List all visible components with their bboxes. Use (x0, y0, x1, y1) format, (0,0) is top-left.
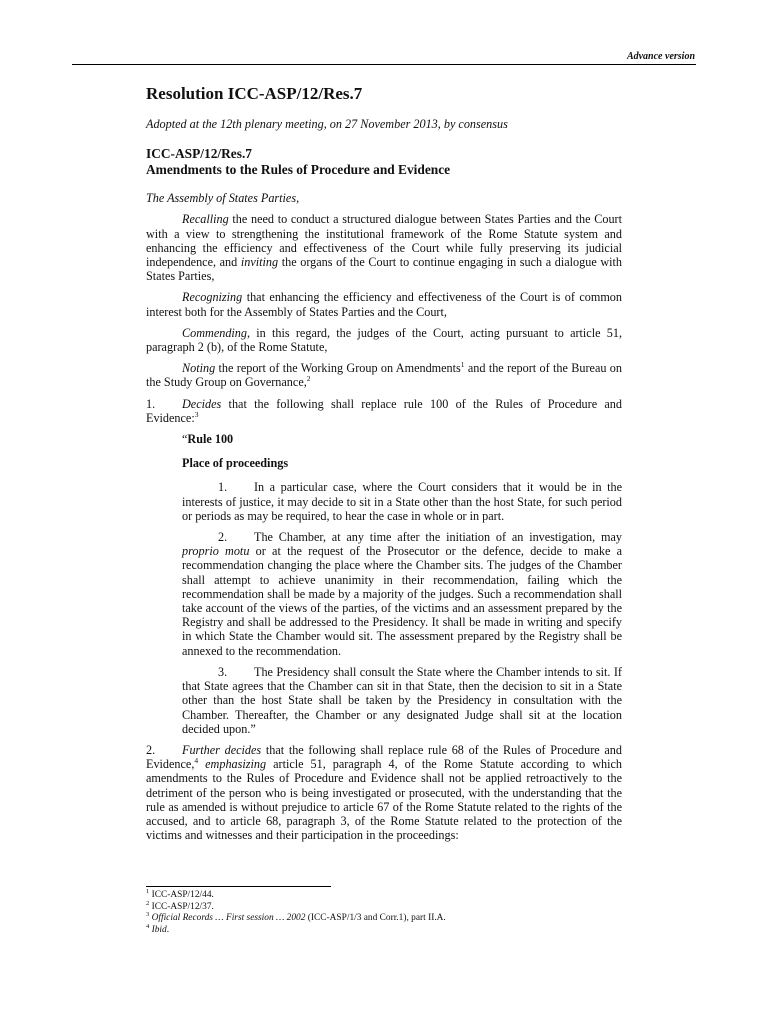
footnote-ref[interactable]: 2 (306, 374, 311, 384)
footnote-ref[interactable]: 3 (194, 409, 199, 419)
item-number: 2. (218, 530, 228, 545)
footnote: $^2$ ICC-ASP/12/37. (146, 899, 214, 912)
rule-item-2: 2. The Chamber, at any time after the initiation of an investigation, may proprio motu or at the request of the Prosecutor or the defence, decide to make a recommendation changing the place where the Chamber sits. The judges of the Chamber shall attempt to achieve unanimity in their recommendation, failing which the recommendation shall be made by a majority of the judges. Such a recommendation shall take account of the views of the parties, of the victims and an assessment prepared by the Registry and shall be addressed to the Presidency. It shall be made in writing and specify in which State the Chamber would sit. The assessment prepared by the Registry shall be annexed to the recommendation. (182, 530, 622, 658)
resolution-subtitle: Amendments to the Rules of Procedure and Evidence (146, 162, 451, 178)
preamble-commending: Commending, in this regard, the judges of the Court, acting pursuant to article 51, paragraph 2 (b), of the Rome Statute, (146, 325, 622, 355)
assembly-line: The Assembly of States Parties, (146, 191, 300, 206)
lead-term: Recalling (182, 212, 229, 227)
paragraph-number: 2. (146, 742, 156, 757)
lead-term: Decides (182, 396, 222, 411)
advance-version-label: Advance version (626, 51, 695, 62)
footnote: $^4$ Ibid. (146, 922, 170, 935)
document-body (146, 84, 622, 849)
footnote: $^1$ ICC-ASP/12/44. (146, 888, 214, 900)
paragraph-number: 1. (146, 396, 156, 411)
item-number: 3. (218, 664, 228, 679)
operative-paragraph-2: 2. Further decides that the following shall replace rule 68 of the Rules of Procedure and Evidence,$^4$ emphasizing article 51, paragraph 4, of the Rome Statute according to which amendments to the Rules of Procedure and Evidence shall not be applied retroactively to the detriment of the person who is being investigated or prosecuted, with the understanding that the rule as amended is without prejudice to article 67 of the Rome Statute related to the rights of the accused, and to article 68, paragraph 3, of the Rome Statute related to the protection of the victims and witnesses and their participation in the proceedings: (146, 742, 623, 843)
lead-term: Recognizing (182, 290, 243, 305)
preamble-recognizing: Recognizing that enhancing the efficiency and effectiveness of the Court is of common interest both for the Assembly of States Parties and the Court, (146, 290, 622, 319)
resolution-code: ICC-ASP/12/Res.7 (146, 146, 253, 162)
lead-term: Noting (182, 361, 216, 376)
rule-item-1: 1. In a particular case, where the Court considers that it would be in the interests of justice, it may decide to sit in a State other than the host State, for such period or periods as may be required, to hear the case in whole or in part. (182, 480, 622, 523)
footnote-ref[interactable]: 4 (194, 756, 199, 766)
header-divider (72, 64, 696, 65)
footnotes (146, 890, 622, 936)
adoption-note: Adopted at the 12th plenary meeting, on 27 November 2013, by consensus (146, 117, 508, 131)
item-number: 1. (218, 480, 228, 495)
footnote: $^3$ Official Records … First session … 2002 (ICC-ASP/1/3 and Corr.1), part II.A. (146, 911, 446, 924)
operative-paragraph-1: 1. Decides that the following shall replace rule 100 of the Rules of Procedure and Evidence:$^3$ (146, 396, 622, 425)
rule-subheading: Place of proceedings (182, 456, 289, 471)
preamble-recalling: Recalling the need to conduct a structured dialogue between States Parties and the Court with a view to strengthening the institutional framework of the Rome Statute system and enhancing the efficiency and effectiveness of the Court while fully preserving its judicial independence, and inviting the organs of the Court to continue engaging in such a dialogue with States Parties, (146, 212, 623, 284)
rule-item-3: 3. The Presidency shall consult the State where the Chamber intends to sit. If that State agrees that the Chamber can sit in that State, then the decision to sit in a State other than the host State shall be taken by the Presidency in consultation with the Chamber. Thereafter, the Chamber or any designated Judge shall sit at the location decided upon.” (182, 664, 622, 736)
lead-term: Commending (182, 325, 247, 340)
resolution-title: Resolution ICC-ASP/12/Res.7 (146, 84, 363, 103)
preamble-noting: Noting the report of the Working Group on Amendments$^1$ and the report of the Bureau on the Study Group on Governance,$^2$ (146, 360, 622, 390)
rule-100-text (182, 432, 622, 736)
footnote-divider (146, 886, 331, 887)
rule-heading: “Rule 100 (182, 432, 234, 447)
lead-term: Further decides (182, 742, 262, 757)
footnote-ref[interactable]: 1 (460, 360, 465, 370)
